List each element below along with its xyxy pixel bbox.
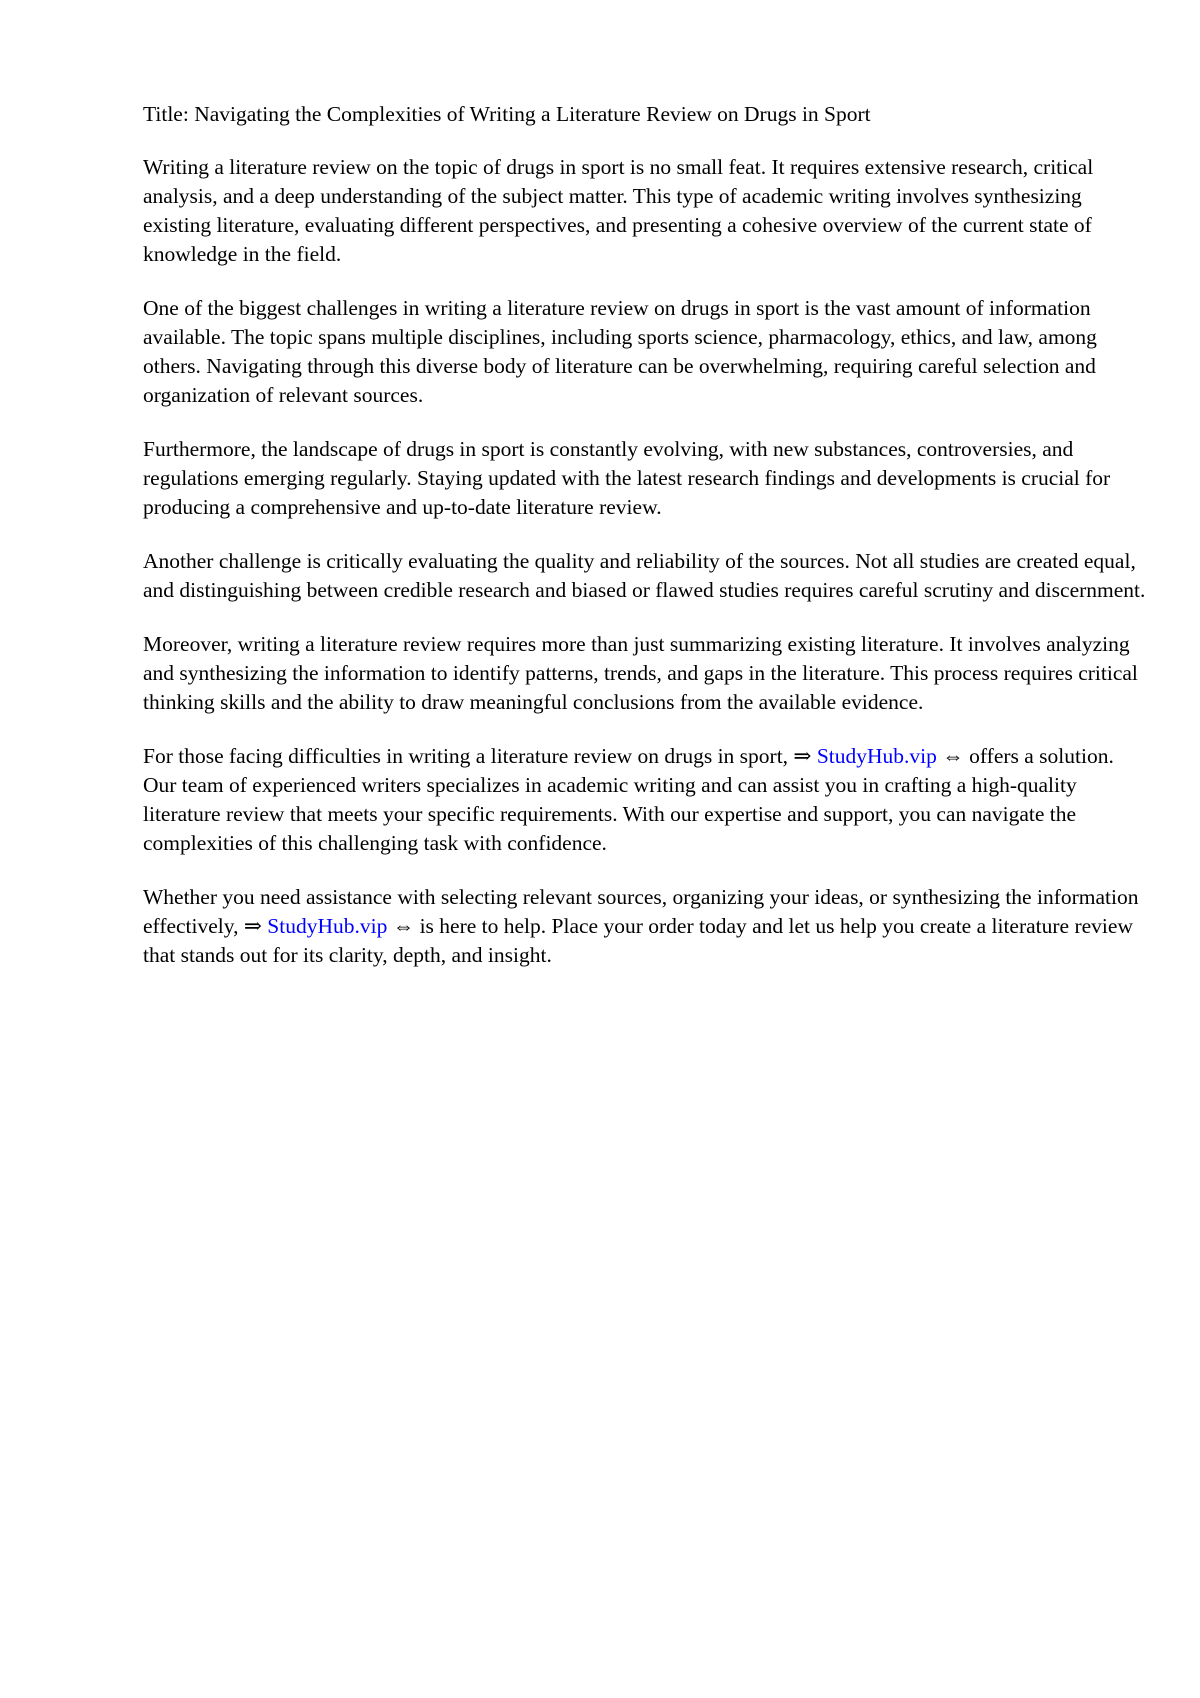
paragraph-source-evaluation: Another challenge is critically evaluating the quality and reliability of the sources. Not all studies are created equal, and distinguishing between credible research and biased or flawed studies requires careful scrutiny and discernment.: [143, 549, 1146, 602]
paragraph-promo-help: [143, 883, 1148, 970]
promo-solution-text-after: ⇔ offers a solution. Our team of experienced writers specializes in academic writing and can assist you in crafting a high-quality literature review that meets your specific requirements. With our expertise and support, you can navigate the complexities of this challenging task with confidence.: [143, 744, 1114, 855]
paragraph-intro: Writing a literature review on the topic of drugs in sport is no small feat. It requires extensive research, critical analysis, and a deep understanding of the subject matter. This type of academic writing involves synthesizing existing literature, evaluating different perspectives, and presenting a cohesive overview of the current state of knowledge in the field.: [143, 155, 1094, 266]
paragraph-evolving-landscape: Furthermore, the landscape of drugs in sport is constantly evolving, with new substances, controversies, and regulations emerging regularly. Staying updated with the latest research findings and developments is crucial for producing a comprehensive and up-to-date literature review.: [143, 437, 1111, 519]
promo-solution-text-before: For those facing difficulties in writing a literature review on drugs in sport, ⇒: [143, 744, 817, 768]
promo-help-text-before: Whether you need assistance with selecting relevant sources, organizing your ideas, or synthesizing the information effectively, ⇒: [143, 885, 1139, 938]
document-body: [143, 100, 1148, 995]
studyhub-link-2[interactable]: StudyHub.vip: [267, 914, 388, 938]
paragraph-challenges: One of the biggest challenges in writing a literature review on drugs in sport is the vast amount of information available. The topic spans multiple disciplines, including sports science, pharmacology, ethics, and law, among others. Navigating through this diverse body of literature can be overwhelming, requiring careful selection and organization of relevant sources.: [143, 296, 1097, 407]
paragraph-promo-solution: [143, 742, 1148, 858]
document-title: Title: Navigating the Complexities of Writing a Literature Review on Drugs in Sport: [143, 102, 871, 126]
promo-help-text-after: ⇔ is here to help. Place your order today and let us help you create a literature review that stands out for its clarity, depth, and insight.: [143, 914, 1133, 967]
paragraph-synthesis: Moreover, writing a literature review requires more than just summarizing existing literature. It involves analyzing and synthesizing the information to identify patterns, trends, and gaps in the literature. This process requires critical thinking skills and the ability to draw meaningful conclusions from the available evidence.: [143, 632, 1138, 714]
studyhub-link-1[interactable]: StudyHub.vip: [816, 744, 937, 768]
